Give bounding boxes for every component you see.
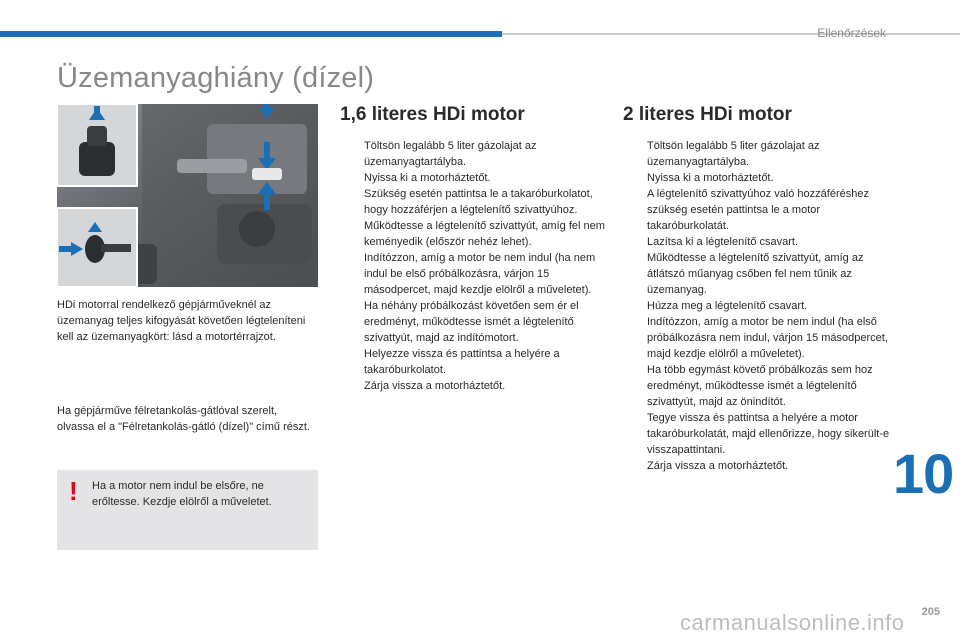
list-item: Nyissa ki a motorháztetőt. (647, 172, 774, 184)
list-item: Töltsön legalább 5 liter gázolajat az üzemanyagtartályba. (647, 140, 820, 168)
list-item: Nyissa ki a motorháztetőt. (364, 172, 491, 184)
list-item: Indítózzon, amíg a motor be nem indul (ha nem indul be első próbálkozásra, várjon 15 másodpercet, majd kezdje elölről a műveletet). (364, 252, 596, 296)
watermark: carmanualsonline.info (680, 610, 905, 635)
list-item: Zárja vissza a motorháztetőt. (647, 460, 789, 472)
list-item: Ha több egymást követő próbálkozás sem hoz eredményt, működtesse ismét a légtelenítő szivattyút, majd az önindítót. (647, 364, 873, 408)
engine-20-section (623, 104, 893, 474)
engine-16-section (340, 104, 605, 394)
page-title: Üzemanyaghiány (dízel) (57, 62, 375, 94)
warning-text: Ha a motor nem indul be elsőre, ne erőltesse. Kezdje elölről a műveletet. (92, 480, 272, 508)
header-accent-bar (0, 31, 502, 37)
warning-box (57, 470, 318, 550)
section-label: Ellenőrzések (817, 26, 886, 40)
list-item: Működtesse a légtelenítő szivattyút, amíg az átlátszó műanyag csőben fel nem tűnik az üzemanyag. (647, 252, 864, 296)
list-item: A légtelenítő szivattyúhoz való hozzáféréshez szükség esetén pattintsa le a motor takaróburkolatát. (647, 188, 869, 232)
list-item: Lazítsa ki a légtelenítő csavart. (647, 236, 799, 248)
warning-icon: ! (69, 476, 78, 506)
page-number: 205 (921, 606, 940, 618)
list-item: Töltsön legalább 5 liter gázolajat az üzemanyagtartályba. (364, 140, 537, 168)
list-item: Működtesse a légtelenítő szivattyút, amíg fel nem keményedik (először nehéz lehet). (364, 220, 605, 248)
intro-paragraph: HDi motorral rendelkező gépjárműveknél az üzemanyag teljes kifogyását követően légteleníteni kell az üzemanyagkört: lásd a motortérrajzot. (57, 299, 306, 343)
list-item: Ha néhány próbálkozást követően sem ér el eredményt, működtesse ismét a légtelenítő szivattyút, majd az indítómotort. (364, 300, 579, 344)
list-item: Indítózzon, amíg a motor be nem indul (ha első próbálkozásra nem indul, várjon 15 másodpercet, majd kezdje elölről a műveletet). (647, 316, 888, 360)
engine-bay-photo (57, 104, 318, 287)
header-rule (502, 33, 960, 35)
anti-misfuel-paragraph: Ha gépjárműve félretankolás-gátlóval szerelt, olvassa el a "Félretankolás-gátló (dízel)" című részt. (57, 405, 310, 433)
list-item: Húzza meg a légtelenítő csavart. (647, 300, 808, 312)
list-item: Tegye vissza és pattintsa a helyére a motor takaróburkolatát, majd ellenőrizze, hogy sikerült-e visszapattintani. (647, 412, 890, 456)
engine-20-steps (623, 138, 893, 474)
list-item: Helyezze vissza és pattintsa a helyére a takaróburkolatot. (364, 348, 560, 376)
list-item: Szükség esetén pattintsa le a takaróburkolatot, hogy hozzáférjen a légtelenítő szivattyúhoz. (364, 188, 593, 216)
engine-16-steps (340, 138, 605, 394)
engine-16-heading: 1,6 literes HDi motor (340, 104, 525, 125)
engine-20-heading: 2 literes HDi motor (623, 104, 792, 125)
list-item: Zárja vissza a motorháztetőt. (364, 380, 506, 392)
chapter-number: 10 (893, 442, 954, 505)
